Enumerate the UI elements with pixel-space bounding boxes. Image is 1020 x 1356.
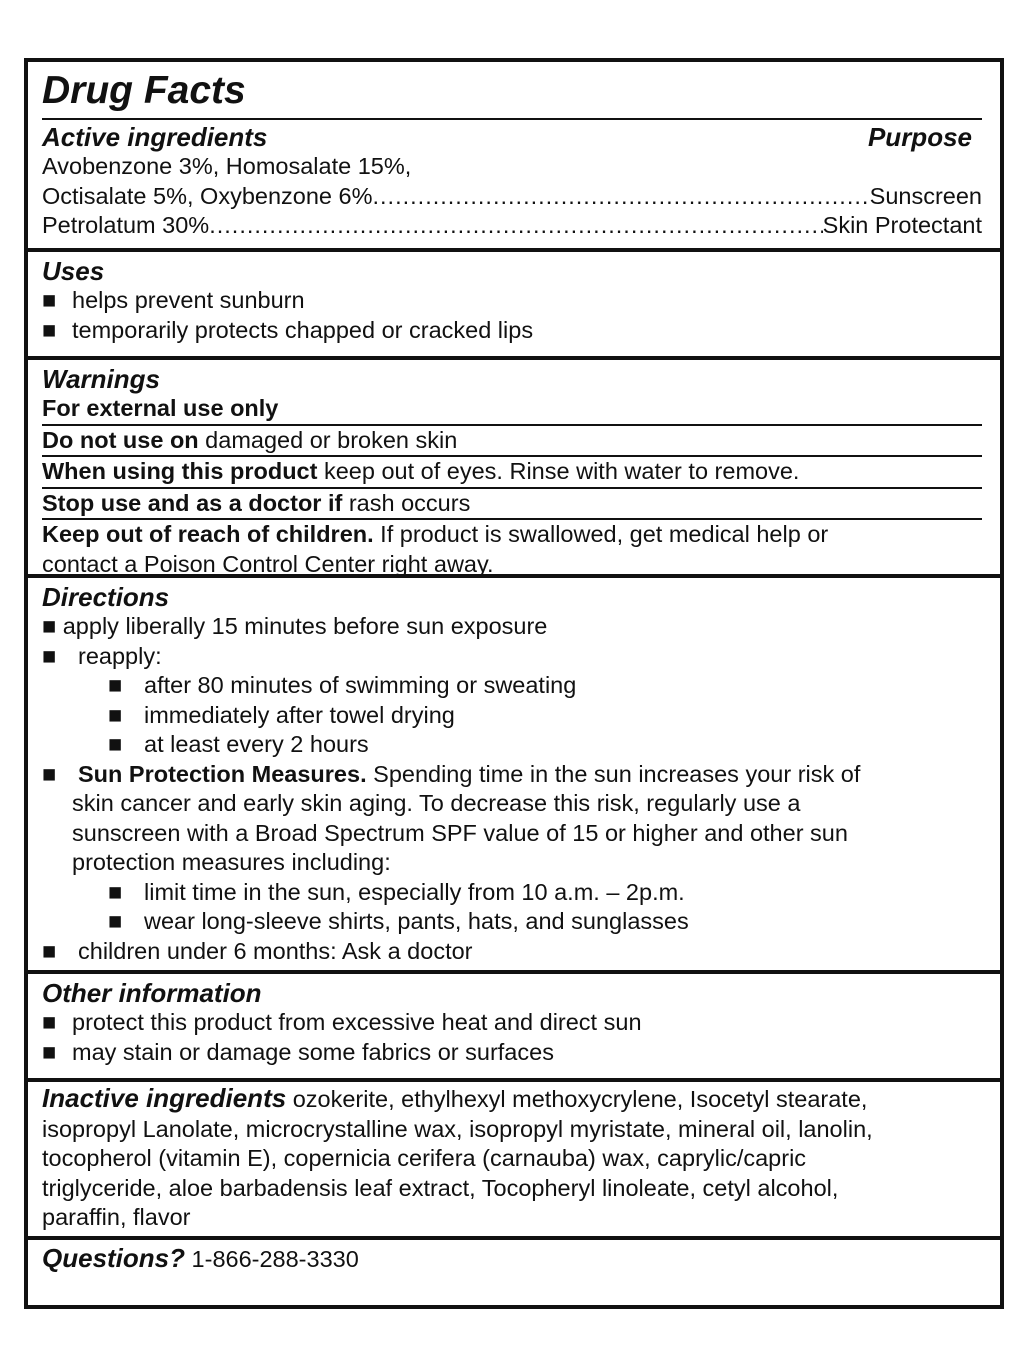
bullet-icon: ■ — [108, 701, 123, 728]
external-use-warning: For external use only — [42, 394, 982, 426]
do-not-use-warning: Do not use on damaged or broken skin — [42, 426, 982, 458]
bullet-icon: ■ — [42, 937, 57, 964]
bullet-icon: ■ — [108, 908, 123, 934]
other-item: ■ may stain or damage some fabrics or surfaces — [42, 1038, 982, 1068]
uses-heading: Uses — [42, 256, 105, 286]
inactive-line-2: isopropyl Lanolate, microcrystalline wax, isopropyl myristate, mineral oil, lanolin, — [42, 1115, 873, 1142]
purpose-sunscreen: Sunscreen — [869, 182, 982, 209]
active-ingredients-heading: Active ingredients — [42, 122, 268, 152]
reapply-item: ■ after 80 minutes of swimming or sweating — [42, 671, 982, 701]
spm-text-line: protection measures including: — [72, 849, 391, 875]
leader-dots — [209, 211, 822, 241]
other-information-heading: Other information — [42, 978, 262, 1008]
other-information-section — [28, 970, 1000, 1078]
when-using-warning: When using this product keep out of eyes. Rinse with water to remove. — [42, 457, 982, 489]
uses-section — [28, 248, 1000, 356]
bullet-icon: ■ — [42, 613, 57, 639]
bullet-icon: ■ — [42, 287, 57, 313]
bullet-icon: ■ — [42, 316, 57, 343]
inactive-ingredients-section — [28, 1078, 1000, 1236]
uses-item: ■ helps prevent sunburn — [42, 286, 982, 316]
leader-dots — [372, 182, 869, 212]
directions-heading: Directions — [42, 582, 170, 612]
active-ingredient-petrolatum: Petrolatum 30% — [42, 212, 210, 238]
purpose-heading: Purpose — [867, 122, 972, 152]
drug-facts-title: Drug Facts — [42, 68, 982, 120]
questions-heading: Questions? — [42, 1243, 186, 1273]
bullet-icon: ■ — [42, 1009, 57, 1035]
warnings-section — [28, 356, 1000, 577]
bullet-icon: ■ — [42, 760, 57, 787]
bullet-icon: ■ — [42, 1038, 57, 1065]
purpose-skin-protectant: Skin Protectant — [822, 212, 982, 238]
warnings-heading: Warnings — [42, 364, 160, 394]
active-line-3 — [42, 211, 982, 241]
inactive-line-5: paraffin, flavor — [42, 1204, 191, 1230]
other-item: ■ protect this product from excessive heat and direct sun — [42, 1008, 982, 1038]
active-line-2 — [42, 182, 982, 212]
inactive-line-4: triglyceride, aloe barbadensis leaf extract, Tocopheryl linoleate, cetyl alcohol, — [42, 1174, 839, 1201]
directions-section — [28, 574, 1000, 970]
bullet-icon: ■ — [108, 672, 123, 698]
active-ingredients-section — [28, 62, 1000, 248]
sun-protection-measures: ■ Sun Protection Measures. Spending time in the sun increases your risk of — [42, 760, 982, 790]
stop-use-warning: Stop use and as a doctor if rash occurs — [42, 489, 982, 521]
direction-children: ■ children under 6 months: Ask a doctor — [42, 937, 982, 967]
keep-out-warning-cont: contact a Poison Control Center right away. — [42, 550, 494, 577]
inactive-line-3: tocopherol (vitamin E), copernicia cerifera (carnauba) wax, caprylic/capric — [42, 1145, 807, 1171]
bullet-icon: ■ — [108, 878, 123, 905]
spm-item: ■ limit time in the sun, especially from 10 a.m. – 2p.m. — [42, 878, 982, 908]
questions-line — [42, 1244, 982, 1275]
bullet-icon: ■ — [42, 642, 57, 669]
direction-reapply: ■ reapply: — [42, 642, 982, 672]
direction-apply: ■ apply liberally 15 minutes before sun exposure — [42, 613, 548, 639]
spm-text-line: skin cancer and early skin aging. To decrease this risk, regularly use a — [72, 790, 801, 816]
spm-item: ■ wear long-sleeve shirts, pants, hats, and sunglasses — [42, 907, 982, 937]
bullet-icon: ■ — [108, 731, 123, 757]
drug-facts-panel — [24, 58, 1004, 1309]
active-ingredient-octisalate: Octisalate 5%, Oxybenzone 6% — [42, 182, 373, 209]
reapply-item: ■ immediately after towel drying — [42, 701, 982, 731]
reapply-item: ■ at least every 2 hours — [42, 730, 982, 760]
keep-out-warning: Keep out of reach of children. If product is swallowed, get medical help or — [42, 521, 829, 547]
spm-text-line: sunscreen with a Broad Spectrum SPF value of 15 or higher and other sun — [72, 819, 848, 846]
inactive-ingredients-heading: Inactive ingredients — [42, 1083, 287, 1113]
active-line-1: Avobenzone 3%, Homosalate 15%, — [42, 153, 412, 179]
uses-item: ■ temporarily protects chapped or cracked lips — [42, 316, 982, 346]
inactive-line-1: Inactive ingredients ozokerite, ethylhexyl methoxycrylene, Isocetyl stearate, — [42, 1083, 868, 1113]
questions-section — [28, 1236, 1000, 1305]
questions-phone[interactable]: 1-866-288-3330 — [185, 1246, 359, 1272]
